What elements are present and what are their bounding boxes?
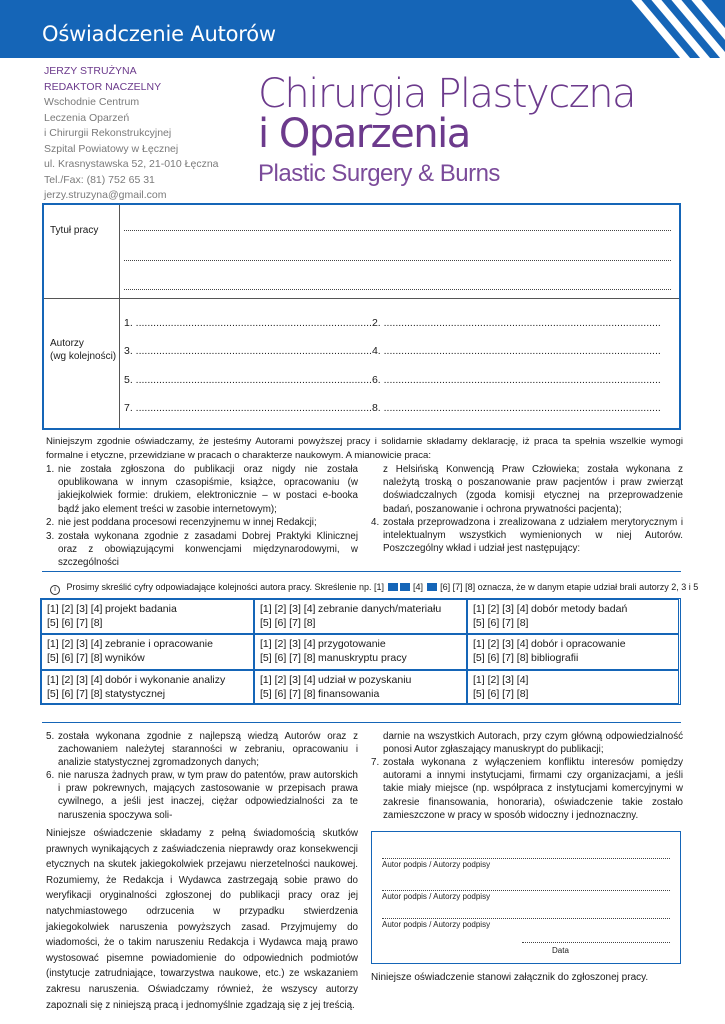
struck-square-icon [400,583,410,591]
declaration-item-2: 2. nie jest poddana procesowi recenzyjnemu w innej Redakcji; [46,517,317,528]
signature-label-2: Autor podpis / Autorzy podpisy [382,892,491,901]
signature-line-1[interactable] [382,858,670,859]
info-note: i Prosimy skreślić cyfry odpowiadające kolejności autora pracy. Skreślenie np. [1] [4] [6] [7] [8] oznacza, że w danym etapie udział brali autorzy 2, 3 i 5 [50,582,698,595]
authors-row-3-4[interactable]: 3. .................................................................................4. ............................................................................................... [124,345,661,357]
closing-statement: Niniejsze oświadczenie składamy z pełną świadomością skutków prawnych wynikających z zaświadczenia nieprawdy oraz konsekwencji etycznych na skutek jakiegokolwiek przejawu nierzetelności naukowej. Rozumiemy, że Redakcja i Wydawca zastrzegają sobie prawo do weryfikacji oryginalności zgłoszonej do publikacji pracy oraz jej natychmiastowego odrzucenia w przypadku stwierdzenia jakiegokolwiek naruszenia powyższych zasad. Przyjmujemy do wiadomości, że o takim naruszeniu Redakcja i Wydawca mają prawo wystosować pisemne powiadomienie do odpowiednich podmiotów (instytucje zatrudniające, towarzystwa naukowe, etc.) ze wskazaniem zakresu naruszenia. Oświadczamy również, że wszyscy autorzy zapoznali się z niniejszą pracą i jednomyślnie zgadzają się z jej treścią. [46,828,358,1011]
authors-row-7-8[interactable]: 7. .................................................................................8. ............................................................................................... [124,402,661,414]
struck-square-icon [388,583,398,591]
signature-label-1: Autor podpis / Autorzy podpisy [382,860,491,869]
footer-note: Niniejsze oświadczenie stanowi załącznik do zgłoszonej pracy. [371,972,649,983]
editor-email[interactable]: jerzy.struzyna@gmail.com [44,189,167,201]
contrib-cell-project[interactable]: [1] [2] [3] [4] [5] [6] [7] [8]projekt badania [41,599,254,634]
contrib-cell-empty[interactable]: [1] [2] [3] [4] [5] [6] [7] [8] [467,670,679,704]
section-divider [42,571,681,572]
editor-line: ul. Krasnystawska 52, 21-010 Łęczna [44,158,219,170]
editor-info [44,64,219,204]
contrib-cell-data-collection[interactable]: [1] [2] [3] [4] [5] [6] [7] [8]zebranie danych/materiału [254,599,467,634]
authors-row-1-2[interactable]: 1. .................................................................................2. ............................................................................................... [124,317,661,329]
contrib-cell-statistics[interactable]: [1] [2] [3] [4] [5] [6] [7] [8]dobór i wykonanie analizy statystycznej [41,670,254,704]
authors-order-label: (wg kolejności) [50,351,117,362]
header-stripes-decoration [605,0,725,58]
journal-title-block [258,71,636,188]
contrib-cell-funding[interactable]: [1] [2] [3] [4] [5] [6] [7] [8]udział w pozyskaniu finansowania [254,670,467,704]
date-label: Data [552,946,569,955]
journal-title-line2: i Oparzenia [258,111,470,157]
contribution-grid [40,598,681,705]
editor-line: Leczenia Oparzeń [44,111,130,124]
declaration-item-3: 3. została wykonana zgodnie z zasadami Dobrej Praktyki Klinicznej oraz z obowiązującymi konwencjami międzynarodowymi, w szczególności [46,531,358,569]
title-field-line-3[interactable] [124,289,671,290]
date-line[interactable] [522,942,670,943]
title-field-line-2[interactable] [124,260,671,261]
declaration-item-7: 7. została wykonana z wyłączeniem konfliktu interesów pomiędzy autorami a innymi instytucjami, firmami czy organizacjami, a jeśli takie miały miejsce (np. współpraca z instytucjami komercyjnymi w zakresie finansowania, honoraria), oświadczenie takie zostało zamieszczone w pracy w sposób widoczny i jednoznaczny. [371,757,683,821]
declaration-item-6: 6. nie narusza żadnych praw, w tym praw do patentów, praw autorskich i praw pokrewnych, mających zastosowanie w przepisach prawa cywilnego, a jeśli jest inaczej, ciężar odpowiedzialności za te naruszenia spoczywa soli- [46,770,358,821]
declaration-item-6-continued: darnie na wszystkich Autorach, przy czym główną odpowiedzialność ponosi Autor zgłaszający manuskrypt do publikacji; [383,731,683,756]
struck-square-icon [427,583,437,591]
contrib-cell-results[interactable]: [1] [2] [3] [4] [5] [6] [7] [8]zebranie i opracowanie wyników [41,634,254,670]
title-label: Tytuł pracy [50,225,99,236]
signature-line-3[interactable] [382,918,670,919]
contrib-cell-manuscript[interactable]: [1] [2] [3] [4] [5] [6] [7] [8]przygotowanie manuskryptu pracy [254,634,467,670]
header-title: Oświadczenie Autorów [42,22,276,46]
editor-line: Wschodnie Centrum [44,96,140,108]
editor-name: JERZY STRUŻYNA [44,65,137,77]
signature-line-2[interactable] [382,890,670,891]
section-divider-2 [42,722,681,723]
declaration-item-1: 1. nie została zgłoszona do publikacji oraz nigdy nie została opublikowana w innym czasopiśmie, książce, opracowaniu (w jakiejkolwiek formie: drukiem, elektronicznie – w postaci e-booka bądź jako element treści w zasobie internetowym); [46,464,358,515]
editor-line: i Chirurgii Rekonstrukcyjnej [44,127,172,139]
signature-label-3: Autor podpis / Autorzy podpisy [382,920,491,929]
contrib-cell-method[interactable]: [1] [2] [3] [4] [5] [6] [7] [8]dobór metody badań [467,599,679,634]
authors-row-5-6[interactable]: 5. .................................................................................6. ............................................................................................... [124,374,661,386]
editor-line: Szpital Powiatowy w Łęcznej [44,142,179,155]
info-icon: i [50,585,60,595]
title-field-line-1[interactable] [124,230,671,231]
declaration-item-4: 4. została przeprowadzona i zrealizowana z udziałem merytorycznym i intelektualnym wszystkich wymienionych w niej Autorów. Poszczególny wkład i udział jest następujący: [371,517,683,555]
journal-title-line1: Chirurgia Plastyczna [258,71,636,117]
journal-subtitle: Plastic Surgery & Burns [258,160,500,187]
contrib-cell-bibliography[interactable]: [1] [2] [3] [4] [5] [6] [7] [8]dobór i opracowanie bibliografii [467,634,679,670]
declaration-intro: Niniejszym zgodnie oświadczamy, że jesteśmy Autorami powyższej pracy i solidarnie składamy deklarację, iż praca ta spełnia wszelkie wymogi formalne i etyczne, przewidziane w pracach o charakterze naukowym. A mianowicie praca: [46,436,683,461]
declaration-item-3-continued: z Helsińską Konwencją Praw Człowieka; została wykonana z należytą troską o poszanowanie praw pacjentów i praw zwierząt doświadczalnych (zgoda komisji etycznej na przeprowadzenie badań, poszanowanie i ochrona prywatności pacjenta); [383,464,683,515]
signature-box [371,831,681,964]
editor-role: REDAKTOR NACZELNY [44,80,162,93]
title-authors-form [42,203,681,430]
editor-line: Tel./Fax: (81) 752 65 31 [44,173,155,186]
declaration-item-5: 5. została wykonana zgodnie z najlepszą wiedzą Autorów oraz z zachowaniem należytej staranności w zebraniu, opracowaniu i analizie statystycznej zgromadzonych danych; [46,731,358,769]
authors-label: Autorzy [50,338,84,349]
